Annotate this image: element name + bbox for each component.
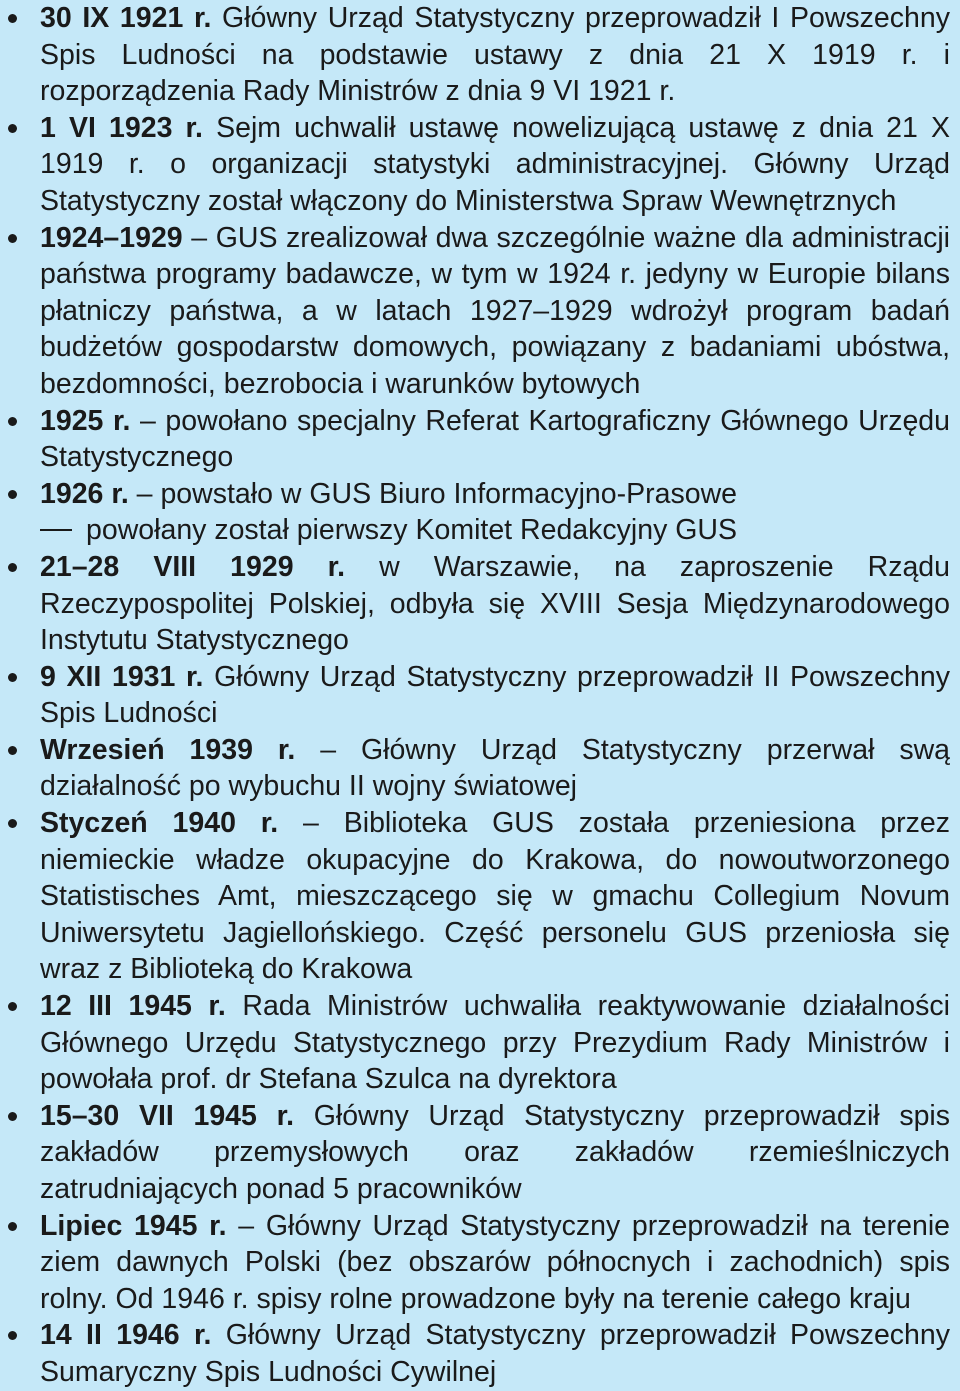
dash-mark bbox=[40, 529, 72, 531]
entry-text: – powstało w GUS Biuro Informacyjno-Prasowe bbox=[128, 477, 738, 510]
entry-text: – Główny Urząd Statystyczny przerwał swą działalność po wybuchu II wojny światowej bbox=[40, 733, 951, 803]
timeline-entry bbox=[0, 988, 950, 1098]
timeline-entry-continuation bbox=[0, 512, 950, 549]
timeline-entry bbox=[0, 1098, 950, 1208]
timeline-entry bbox=[0, 549, 950, 659]
entry-date: Wrzesień 1939 r. bbox=[40, 733, 296, 766]
entry-date: 1 VI 1923 r. bbox=[40, 111, 203, 144]
entry-text: Główny Urząd Statystyczny przeprowadził Powszechny Sumaryczny Spis Ludności Cywilnej bbox=[40, 1319, 950, 1388]
entry-text: Główny Urząd Statystyczny przeprowadził spis zakładów przemysłowych oraz zakładów rzemieślniczych zatrudniających ponad 5 pracowników bbox=[40, 1099, 950, 1205]
entry-date: 12 III 1945 r. bbox=[40, 990, 226, 1023]
timeline-entry bbox=[0, 476, 950, 513]
entry-date: 1925 r. bbox=[40, 404, 131, 437]
timeline-entry bbox=[0, 732, 950, 805]
entry-date: 21–28 VIII 1929 r. bbox=[40, 550, 346, 583]
timeline-entry bbox=[0, 0, 950, 110]
timeline-entry bbox=[0, 1208, 950, 1318]
entry-text: – powołano specjalny Referat Kartograficzny Głównego Urzędu Statystycznego bbox=[40, 404, 950, 474]
entry-date: 15–30 VII 1945 r. bbox=[40, 1099, 295, 1132]
entry-text: Sejm uchwalił ustawę nowelizującą ustawę z dnia 21 X 1919 r. o organizacji statystyki administracyjnej. Główny Urząd Statystyczny został włączony do Ministerstwa Spraw Wewnętrznych bbox=[40, 111, 950, 217]
timeline-entry bbox=[0, 1317, 950, 1390]
entry-text: – Główny Urząd Statystyczny przeprowadził na terenie ziem dawnych Polski (bez obszarów północnych i zachodnich) spis rolny. Od 1946 r. spisy rolne prowadzone były na terenie całego kraju bbox=[40, 1209, 950, 1315]
entry-text: powołany został pierwszy Komitet Redakcyjny GUS bbox=[86, 514, 738, 547]
entry-date: Lipiec 1945 r. bbox=[40, 1209, 227, 1242]
entry-date: 14 II 1946 r. bbox=[40, 1319, 212, 1352]
timeline-entry bbox=[0, 110, 950, 220]
timeline-entry bbox=[0, 403, 950, 476]
timeline-entry bbox=[0, 220, 950, 403]
entry-date: 30 IX 1921 r. bbox=[40, 2, 212, 34]
entry-text: Rada Ministrów uchwaliła reaktywowanie działalności Głównego Urzędu Statystycznego przy Prezydium Rady Ministrów i powołała prof. dr Stefana Szulca na dyrektora bbox=[40, 990, 950, 1096]
entry-date: 1924–1929 bbox=[40, 221, 183, 254]
entry-date: 9 XII 1931 r. bbox=[40, 660, 204, 693]
timeline-entry bbox=[0, 659, 950, 732]
entry-date: Styczeń 1940 r. bbox=[40, 807, 279, 840]
entry-text: Główny Urząd Statystyczny przeprowadził II Powszechny Spis Ludności bbox=[40, 660, 950, 730]
entry-text: – Biblioteka GUS została przeniesiona przez niemieckie władze okupacyjne do Krakowa, do nowoutworzonego Statistisches Amt, mieszczącego się w gmachu Collegium Novum Uniwersytetu Jagiellońskiego. Część personelu GUS przeniosła się wraz z Biblioteką do Krakowa bbox=[40, 807, 950, 986]
entry-text: Główny Urząd Statystyczny przeprowadził I Powszechny Spis Ludności na podstawie ustawy z dnia 21 X 1919 r. i rozporządzenia Rady Ministrów z dnia 9 VI 1921 r. bbox=[40, 2, 950, 108]
entry-date: 1926 r. bbox=[40, 477, 129, 510]
entry-text: w Warszawie, na zaproszenie Rządu Rzeczypospolitej Polskiej, odbyła się XVIII Sesja Międzynarodowego Instytutu Statystycznego bbox=[40, 550, 950, 657]
timeline-entry bbox=[0, 805, 950, 988]
entry-text: – GUS zrealizował dwa szczególnie ważne dla administracji państwa programy badawcze, w tym w 1924 r. jedyny w Europie bilans płatniczy państwa, a w latach 1927–1929 wdrożył program badań budżetów gospodarstw domowych, powiązany z badaniami ubóstwa, bezdomności, bezrobocia i warunków bytowych bbox=[40, 221, 950, 400]
